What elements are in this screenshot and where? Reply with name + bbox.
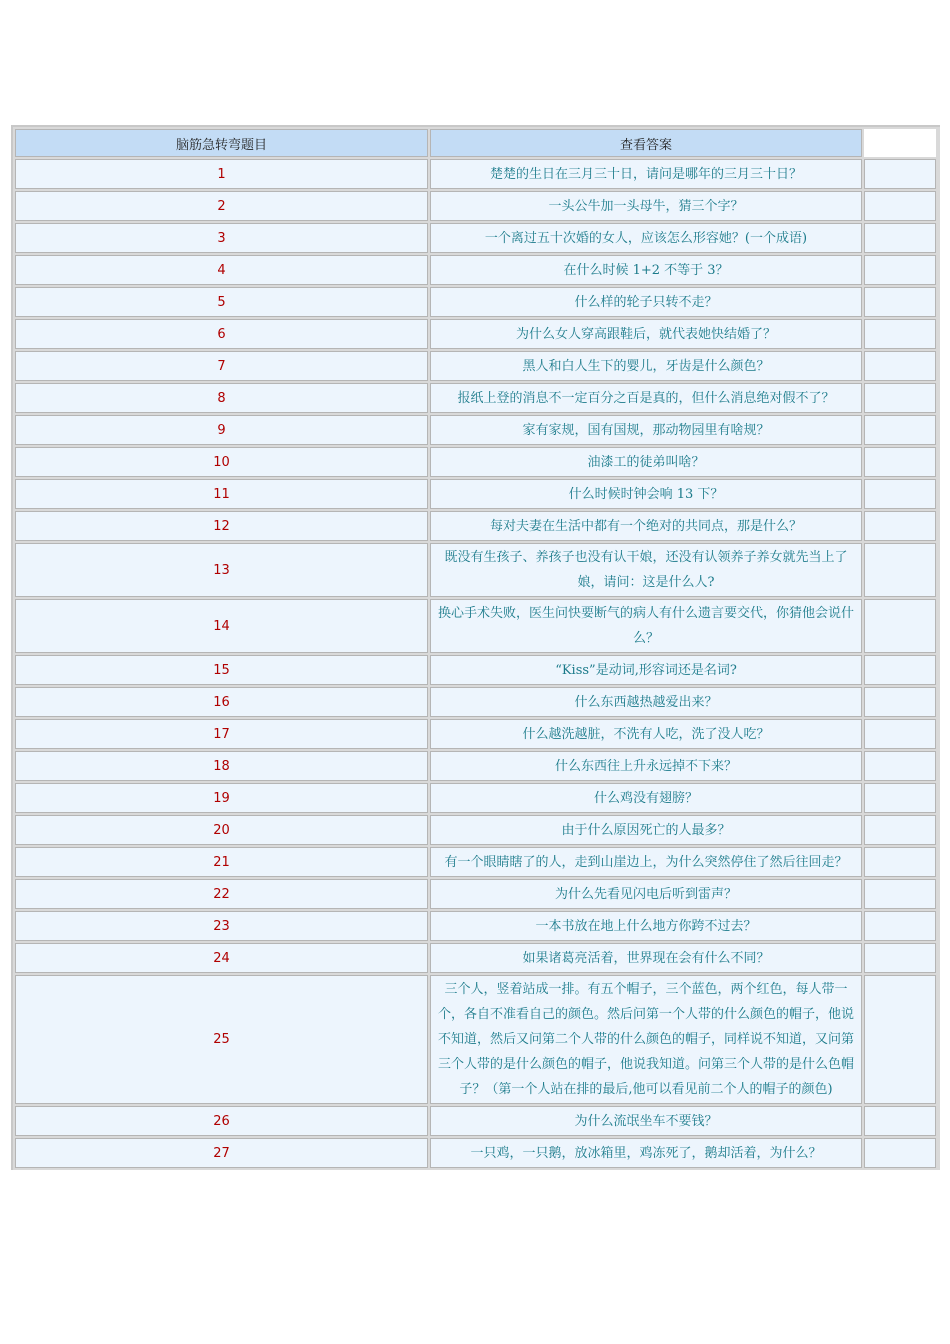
table-row	[15, 687, 936, 717]
table-row	[15, 223, 936, 253]
empty-cell	[864, 911, 936, 941]
table-row	[15, 751, 936, 781]
table-row	[15, 911, 936, 941]
riddle-question-link[interactable]: 一头公牛加一头母牛，猜三个字？	[430, 191, 862, 221]
riddle-question-link[interactable]: 换心手术失败，医生问快要断气的病人有什么遗言要交代，你猜他会说什么？	[430, 599, 862, 653]
empty-cell	[864, 687, 936, 717]
empty-cell	[864, 383, 936, 413]
riddle-question-link[interactable]: 什么东西越热越爱出来？	[430, 687, 862, 717]
riddle-question-link[interactable]: 如果诸葛亮活着，世界现在会有什么不同？	[430, 943, 862, 973]
riddle-question-link[interactable]: 楚楚的生日在三月三十日，请问是哪年的三月三十日？	[430, 159, 862, 189]
riddle-question-link[interactable]: 什么时候时钟会响 13 下？	[430, 479, 862, 509]
empty-cell	[864, 815, 936, 845]
table-row	[15, 511, 936, 541]
riddle-number: 27	[15, 1138, 428, 1168]
table-row	[15, 447, 936, 477]
riddle-number: 16	[15, 687, 428, 717]
table-row	[15, 543, 936, 597]
table-row	[15, 655, 936, 685]
riddle-number: 7	[15, 351, 428, 381]
riddle-number: 10	[15, 447, 428, 477]
empty-cell	[864, 351, 936, 381]
riddle-question-link[interactable]: 油漆工的徒弟叫啥？	[430, 447, 862, 477]
table-row	[15, 479, 936, 509]
table-row	[15, 191, 936, 221]
riddle-question-link[interactable]: 什么越洗越脏，不洗有人吃，洗了没人吃？	[430, 719, 862, 749]
empty-cell	[864, 879, 936, 909]
empty-cell	[864, 847, 936, 877]
riddle-number: 4	[15, 255, 428, 285]
empty-cell	[864, 975, 936, 1104]
riddle-number: 2	[15, 191, 428, 221]
riddle-number: 20	[15, 815, 428, 845]
empty-cell	[864, 255, 936, 285]
table-row	[15, 383, 936, 413]
table-row	[15, 783, 936, 813]
header-empty-cell	[864, 129, 936, 157]
riddle-question-link[interactable]: 黑人和白人生下的婴儿，牙齿是什么颜色？	[430, 351, 862, 381]
empty-cell	[864, 511, 936, 541]
riddle-question-link[interactable]: 为什么流氓坐车不要钱？	[430, 1106, 862, 1136]
riddle-question-link[interactable]: 有一个眼睛瞎了的人，走到山崖边上，为什么突然停住了然后往回走？	[430, 847, 862, 877]
riddle-question-link[interactable]: “Kiss”是动词,形容词还是名词?	[430, 655, 862, 685]
empty-cell	[864, 543, 936, 597]
riddle-question-link[interactable]: 家有家规，国有国规，那动物园里有啥规？	[430, 415, 862, 445]
empty-cell	[864, 1138, 936, 1168]
riddle-question-link[interactable]: 一本书放在地上什么地方你跨不过去？	[430, 911, 862, 941]
riddle-number: 9	[15, 415, 428, 445]
riddle-question-link[interactable]: 三个人，竖着站成一排。有五个帽子，三个蓝色，两个红色，每人带一个，各自不准看自己的颜色。然后问第一个人带的什么颜色的帽子，他说不知道，然后又问第二个人带的什么颜色的帽子，同样说不知道，又问第三个人带的是什么颜色的帽子，他说我知道。问第三个人带的是什么色帽子？（第一个人站在排的最后,他可以看见前二个人的帽子的颜色)	[430, 975, 862, 1104]
riddle-number: 18	[15, 751, 428, 781]
table-row	[15, 719, 936, 749]
riddle-question-link[interactable]: 为什么女人穿高跟鞋后，就代表她快结婚了？	[430, 319, 862, 349]
empty-cell	[864, 655, 936, 685]
table-row	[15, 847, 936, 877]
riddle-number: 22	[15, 879, 428, 909]
table-body	[15, 159, 936, 1168]
table-row	[15, 1138, 936, 1168]
empty-cell	[864, 1106, 936, 1136]
empty-cell	[864, 751, 936, 781]
table-row	[15, 975, 936, 1104]
table-row	[15, 599, 936, 653]
empty-cell	[864, 287, 936, 317]
table-row	[15, 351, 936, 381]
riddle-question-link[interactable]: 什么鸡没有翅膀？	[430, 783, 862, 813]
riddle-question-link[interactable]: 在什么时候 1+2 不等于 3？	[430, 255, 862, 285]
empty-cell	[864, 319, 936, 349]
header-view-answer: 查看答案	[430, 129, 862, 157]
riddle-question-link[interactable]: 每对夫妻在生活中都有一个绝对的共同点，那是什么？	[430, 511, 862, 541]
riddle-number: 8	[15, 383, 428, 413]
header-riddle-title: 脑筋急转弯题目	[15, 129, 428, 157]
empty-cell	[864, 223, 936, 253]
empty-cell	[864, 415, 936, 445]
table-row	[15, 287, 936, 317]
empty-cell	[864, 943, 936, 973]
table-row	[15, 255, 936, 285]
table-row	[15, 1106, 936, 1136]
riddle-number: 23	[15, 911, 428, 941]
riddle-number: 3	[15, 223, 428, 253]
riddle-number: 5	[15, 287, 428, 317]
riddle-number: 12	[15, 511, 428, 541]
table-header-row	[15, 129, 936, 157]
riddle-number: 14	[15, 599, 428, 653]
riddle-question-link[interactable]: 为什么先看见闪电后听到雷声？	[430, 879, 862, 909]
empty-cell	[864, 191, 936, 221]
riddle-number: 24	[15, 943, 428, 973]
riddle-question-link[interactable]: 一个离过五十次婚的女人，应该怎么形容她？(一个成语)	[430, 223, 862, 253]
riddle-question-link[interactable]: 什么样的轮子只转不走？	[430, 287, 862, 317]
riddle-number: 15	[15, 655, 428, 685]
empty-cell	[864, 479, 936, 509]
empty-cell	[864, 599, 936, 653]
empty-cell	[864, 783, 936, 813]
riddle-table	[13, 127, 938, 1170]
table-row	[15, 943, 936, 973]
riddle-number: 13	[15, 543, 428, 597]
riddle-number: 21	[15, 847, 428, 877]
riddle-question-link[interactable]: 一只鸡，一只鹅，放冰箱里，鸡冻死了，鹅却活着，为什么？	[430, 1138, 862, 1168]
riddle-question-link[interactable]: 既没有生孩子、养孩子也没有认干娘，还没有认领养子养女就先当上了娘，请问：这是什么人?	[430, 543, 862, 597]
riddle-question-link[interactable]: 什么东西往上升永远掉不下来？	[430, 751, 862, 781]
riddle-number: 19	[15, 783, 428, 813]
riddle-number: 6	[15, 319, 428, 349]
empty-cell	[864, 719, 936, 749]
riddle-number: 26	[15, 1106, 428, 1136]
riddle-number: 25	[15, 975, 428, 1104]
riddle-number: 11	[15, 479, 428, 509]
empty-cell	[864, 447, 936, 477]
riddle-question-link[interactable]: 报纸上登的消息不一定百分之百是真的，但什么消息绝对假不了？	[430, 383, 862, 413]
empty-cell	[864, 159, 936, 189]
riddle-number: 1	[15, 159, 428, 189]
table-row	[15, 815, 936, 845]
table-row	[15, 159, 936, 189]
riddle-question-link[interactable]: 由于什么原因死亡的人最多？	[430, 815, 862, 845]
table-row	[15, 415, 936, 445]
table-row	[15, 879, 936, 909]
riddle-number: 17	[15, 719, 428, 749]
riddle-table-container	[11, 125, 940, 1170]
table-row	[15, 319, 936, 349]
